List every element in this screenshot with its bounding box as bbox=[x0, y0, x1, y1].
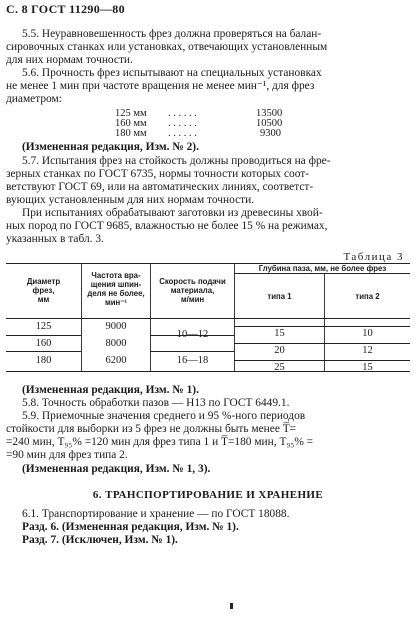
section-heading: 6. ТРАНСПОРТИРОВАНИЕ И ХРАНЕНИЕ bbox=[92, 489, 324, 501]
speed-value: 13500 bbox=[256, 108, 283, 119]
clause-5-9-line-3: =240 мин, T₉₅% =120 мин для фрез типа 1 и T̅=180 мин, T₉₅% = bbox=[6, 436, 314, 448]
clause-5-7-line-4: вующих установленным для них нормам точности. bbox=[6, 194, 255, 206]
clause-5-7b-line-3: указанных в табл. 3. bbox=[6, 233, 104, 245]
table-cell: 160 bbox=[35, 338, 52, 349]
clause-5-7-line-2: зерных станках по ГОСТ 6735, нормы точности которых соот- bbox=[6, 168, 310, 180]
speed-diameter: 180 мм bbox=[115, 128, 147, 139]
clause-5-9-line-1: 5.9. Приемочные значения среднего и 95 %-ного периодов bbox=[22, 410, 306, 422]
clause-5-7b-line-1: При испытаниях обрабатывают заготовки из древесины хвой- bbox=[22, 207, 323, 219]
header-groove-depth: Глубина паза, мм, не более фрез bbox=[258, 264, 387, 273]
clause-5-6-line-1: 5.6. Прочность фрез испытывают на специальных установках bbox=[22, 67, 322, 79]
header-feed-speed: Скорость подачи материала, м/мин bbox=[159, 277, 226, 304]
table-cell: 20 bbox=[274, 345, 285, 356]
header-diameter: Диаметр фрез, мм bbox=[26, 277, 61, 304]
leader-dots: . . . . . . bbox=[168, 128, 197, 139]
scan-mark bbox=[230, 603, 233, 609]
table-cell-merged: 16—18 bbox=[176, 355, 209, 366]
leader-dots: . . . . . . bbox=[168, 118, 197, 129]
table-cell: 25 bbox=[274, 362, 285, 373]
table-cell-merged: 10—12 bbox=[176, 329, 209, 340]
amendment-note-1: (Измененная редакция, Изм. № 1). bbox=[22, 384, 199, 396]
speed-value: 9300 bbox=[260, 128, 281, 139]
table-cell: 6200 bbox=[105, 355, 127, 366]
table-cell: 9000 bbox=[105, 321, 127, 332]
section-7-note: Разд. 7. (Исключен, Изм. № 1). bbox=[22, 534, 178, 546]
clause-5-6-line-3: диаметром: bbox=[6, 93, 62, 105]
clause-5-5-line-3: для них нормам точности. bbox=[6, 54, 133, 66]
page-header: С. 8 ГОСТ 11290—80 bbox=[6, 2, 125, 16]
clause-5-7-line-3: ветствуют ГОСТ 69, или на автоматических линиях, соответст- bbox=[6, 181, 314, 193]
clause-5-9-line-2: стойкости для выборки из 5 фрез не должны быть менее T̅= bbox=[6, 423, 297, 435]
header-type-2: типа 2 bbox=[355, 292, 380, 301]
table-cell: 180 bbox=[35, 355, 52, 366]
table-cell: 125 bbox=[35, 321, 52, 332]
table-cell: 12 bbox=[362, 345, 373, 356]
table-caption: Таблица 3 bbox=[343, 251, 404, 263]
clause-5-8: 5.8. Точность обработки пазов — Н13 по ГОСТ 6449.1. bbox=[22, 397, 290, 409]
amendment-note-1-3: (Измененная редакция, Изм. № 1, 3). bbox=[22, 463, 211, 475]
table-cell: 8000 bbox=[105, 338, 127, 349]
clause-5-5-line-2: сировочных станках или установках, отвечающих установленным bbox=[6, 41, 328, 53]
clause-6-1: 6.1. Транспортирование и хранение — по ГОСТ 18088. bbox=[22, 508, 290, 520]
clause-5-7-line-1: 5.7. Испытания фрез на стойкость должны проводиться на фре- bbox=[22, 155, 331, 167]
table-3 bbox=[6, 263, 410, 372]
speed-value: 10500 bbox=[256, 118, 283, 129]
clause-5-6-line-2: не менее 1 мин при частоте вращения не менее мин⁻¹, для фрез bbox=[6, 80, 315, 92]
table-cell: 10 bbox=[362, 328, 373, 339]
leader-dots: . . . . . . bbox=[168, 108, 197, 119]
table-cell: 15 bbox=[362, 362, 373, 373]
section-6-note: Разд. 6. (Измененная редакция, Изм. № 1). bbox=[22, 521, 239, 533]
header-type-1: типа 1 bbox=[267, 292, 292, 301]
clause-5-5-line-1: 5.5. Неуравновешенность фрез должна проверяться на балан- bbox=[22, 28, 322, 40]
clause-5-7b-line-2: ных пород по ГОСТ 9685, влажностью не более 15 % на режимах, bbox=[6, 220, 328, 232]
speed-diameter: 160 мм bbox=[115, 118, 147, 129]
header-frequency: Частота вра- щения шпин- деля не более, мин⁻¹ bbox=[87, 271, 145, 307]
clause-5-9-line-4: =90 мин для фрез типа 2. bbox=[6, 449, 128, 461]
speed-diameter: 125 мм bbox=[115, 108, 147, 119]
amendment-note-2: (Измененная редакция, Изм. № 2). bbox=[22, 141, 199, 153]
table-cell: 15 bbox=[274, 328, 285, 339]
